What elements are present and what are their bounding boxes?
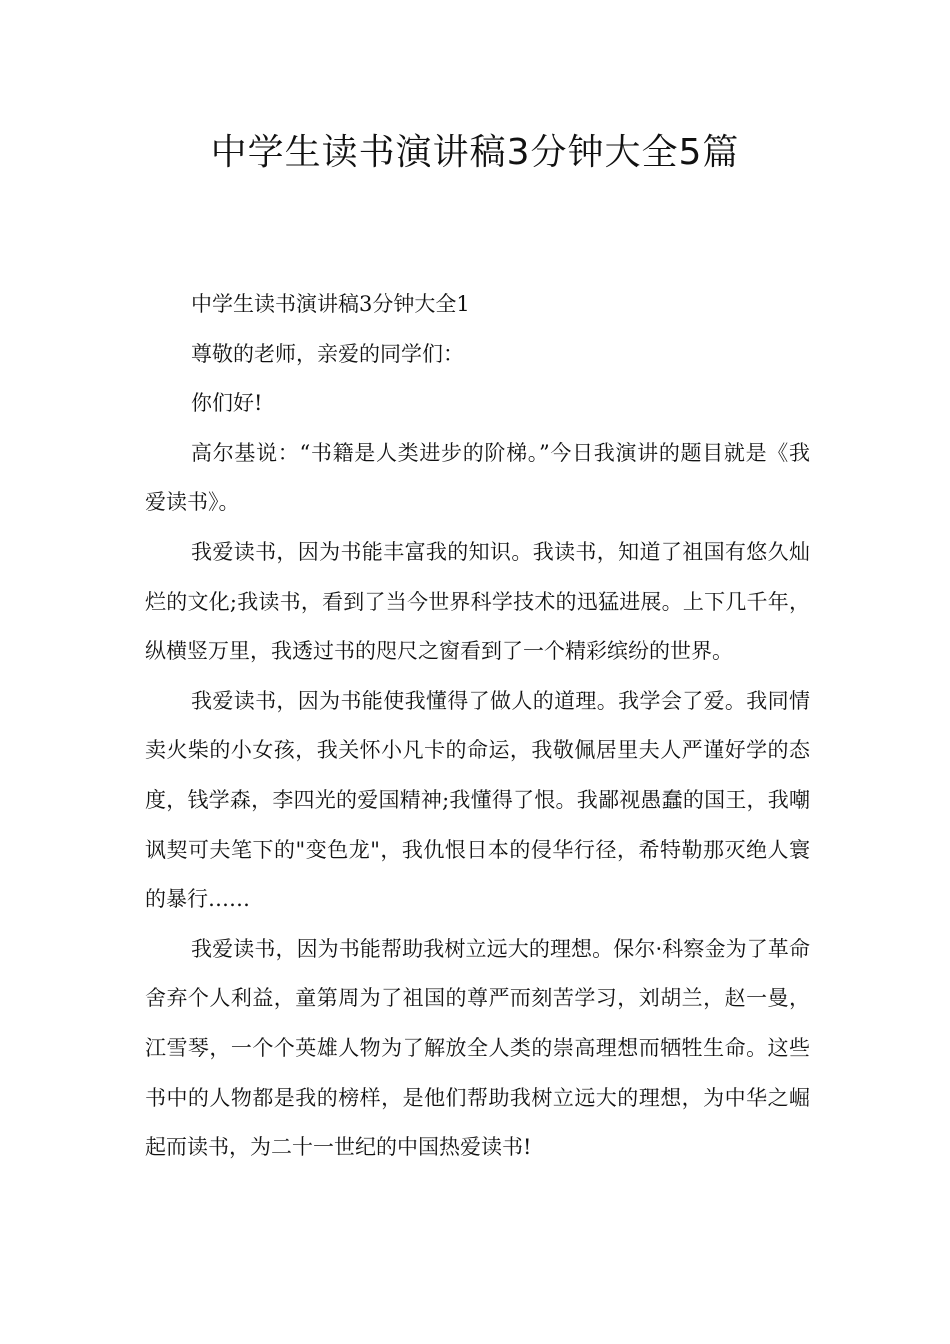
body-paragraph: 我爱读书，因为书能帮助我树立远大的理想。保尔·科察金为了革命舍弃个人利益，童第周为了祖国的尊严而刻苦学习，刘胡兰，赵一曼，江雪琴，一个个英雄人物为了解放全人类的崇高理想而牺牲生命。这些书中的人物都是我的榜样，是他们帮助我树立远大的理想，为中华之崛起而读书，为二十一世纪的中国热爱读书!	[145, 936, 810, 1160]
section-heading: 中学生读书演讲稿3分钟大全1	[191, 292, 470, 316]
document-title: 中学生读书演讲稿3分钟大全5篇	[210, 132, 740, 173]
salutation: 尊敬的老师，亲爱的同学们：	[191, 341, 464, 366]
document-body	[145, 280, 810, 1173]
body-paragraph: 我爱读书，因为书能使我懂得了做人的道理。我学会了爱。我同情卖火柴的小女孩，我关怀小凡卡的命运，我敬佩居里夫人严谨好学的态度，钱学森，李四光的爱国精神;我懂得了恨。我鄙视愚蠢的国王，我嘲讽契可夫笔下的"变色龙"，我仇恨日本的侵华行径，希特勒那灭绝人寰的暴行……	[145, 688, 810, 912]
body-paragraph: 高尔基说：“书籍是人类进步的阶梯。”今日我演讲的题目就是《我爱读书》。	[145, 440, 810, 515]
body-paragraph: 我爱读书，因为书能丰富我的知识。我读书，知道了祖国有悠久灿烂的文化;我读书，看到了当今世界科学技术的迅猛进展。上下几千年，纵横竖万里，我透过书的咫尺之窗看到了一个精彩缤纷的世界。	[145, 539, 810, 664]
greeting: 你们好!	[191, 391, 263, 416]
